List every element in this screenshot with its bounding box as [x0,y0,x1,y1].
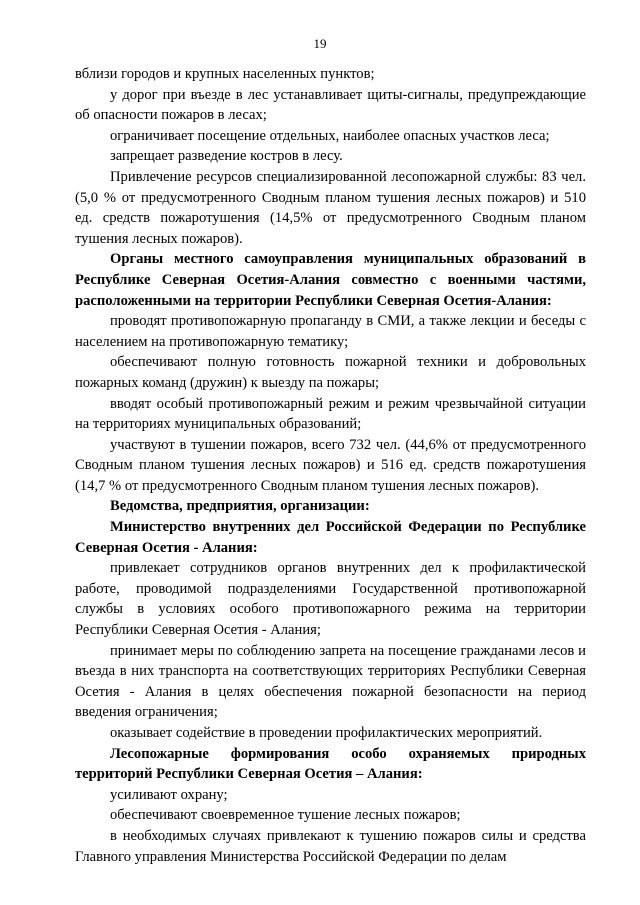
section-heading: Лесопожарные формирования особо охраняемых природных территорий Республики Северная Осетия – Алания: [75,745,586,783]
paragraph: вблизи городов и крупных населенных пунктов; [75,66,375,82]
section-heading: Министерство внутренних дел Российской Федерации по Республике Северная Осетия - Алания: [75,519,586,556]
paragraph: в необходимых случаях привлекают к тушению пожаров силы и средства Главного управления Министерства Российской Федерации по делам [75,827,586,865]
document-body [75,64,586,867]
paragraph: обеспечивают своевременное тушение лесных пожаров; [110,807,461,824]
paragraph: усиливают охрану; [110,786,228,803]
paragraph: участвуют в тушении пожаров, всего 732 чел. (44,6% от предусмотренного Сводным планом тушения лесных пожаров) и 516 ед. средств пожаротушения (14,7 % от предусмотренного Сводным планом тушения лесных пожаров). [75,436,586,494]
section-heading: Ведомства, предприятия, организации: [110,498,370,515]
paragraph: вводят особый противопожарный режим и режим чрезвычайной ситуации на территориях муниципальных образований; [75,395,586,433]
section-heading: Органы местного самоуправления муниципальных образований в Республике Северная Осетия-Алания совместно с военными частями, расположенными на территории Республики Северная Осетия-Алания: [75,251,586,309]
paragraph: Привлечение ресурсов специализированной лесопожарной службы: 83 чел. (5,0 % от предусмотренного Сводным планом тушения лесных пожаров) и 510 ед. средств пожаротушения (14,5% от предусмотренного Сводным планом тушения лесных пожаров). [75,168,586,247]
paragraph: привлекает сотрудников органов внутренних дел к профилактической работе, проводимой подразделениями Государственной противопожарной службы в условиях особого противопожарного режима на территории Республики Северная Осетия - Алания; [75,560,586,639]
paragraph: у дорог при въезде в лес устанавливает щиты-сигналы, предупреждающие об опасности пожаров в лесах; [75,86,586,124]
paragraph: обеспечивают полную готовность пожарной техники и добровольных пожарных команд (дружин) к выезду па пожары; [75,354,586,391]
paragraph: проводят противопожарную пропаганду в СМИ, а также лекции и беседы с населением на противопожарную тематику; [75,313,586,350]
paragraph: запрещает разведение костров в лесу. [110,148,343,165]
paragraph: принимает меры по соблюдению запрета на посещение гражданами лесов и въезда в них транспорта на соответствующих территориях Республики Северная Осетия - Алания в целях обеспечения пожарной безопасности на период введения ограничения; [75,642,586,721]
paragraph: ограничивает посещение отдельных, наиболее опасных участков леса; [110,127,550,144]
paragraph: оказывает содействие в проведении профилактических мероприятий. [110,725,543,741]
page-number: 19 [313,36,327,51]
